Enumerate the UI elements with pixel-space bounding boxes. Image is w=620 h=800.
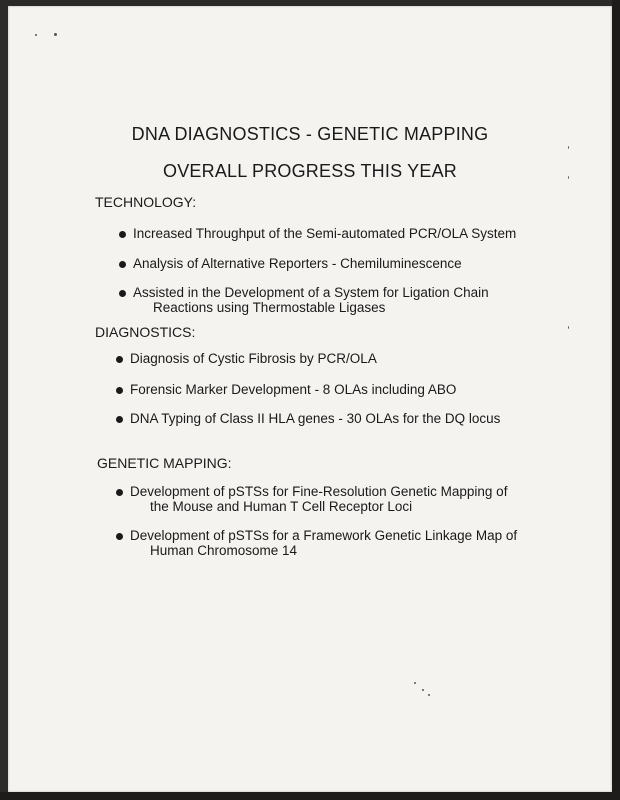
list-item [130, 484, 507, 514]
section-heading-diagnostics: DIAGNOSTICS: [95, 324, 196, 340]
bullet-icon [119, 261, 126, 268]
bullet-icon [116, 533, 123, 540]
scan-speck [428, 694, 430, 696]
bullet-icon [119, 290, 126, 297]
list-item [133, 285, 489, 315]
scan-speck [568, 146, 569, 149]
scan-speck [35, 34, 37, 36]
bullet-icon [119, 231, 126, 238]
document-title: DNA DIAGNOSTICS - GENETIC MAPPING [131, 124, 489, 144]
section-heading-genetic-mapping: GENETIC MAPPING: [97, 455, 232, 471]
bullet-icon [116, 387, 123, 394]
list-item-text: Forensic Marker Development - 8 OLAs including ABO [130, 382, 457, 397]
list-item-continuation: the Mouse and Human T Cell Receptor Loci [150, 499, 413, 514]
scan-speck [568, 176, 569, 179]
scan-border-right [612, 0, 620, 800]
list-item-continuation: Human Chromosome 14 [150, 543, 298, 558]
scan-speck [414, 682, 416, 684]
scan-speck [54, 33, 57, 36]
list-item-text: Development of pSTSs for Fine-Resolution Genetic Mapping of [130, 484, 508, 499]
list-item [130, 382, 456, 397]
list-item-text: DNA Typing of Class II HLA genes - 30 OLAs for the DQ locus [130, 411, 501, 426]
list-item [130, 528, 517, 558]
list-item [133, 256, 462, 271]
bullet-icon [116, 416, 123, 423]
list-item-text: Development of pSTSs for a Framework Genetic Linkage Map of [130, 528, 518, 543]
bullet-icon [116, 489, 123, 496]
scan-border-bottom [0, 792, 620, 800]
list-item-continuation: Reactions using Thermostable Ligases [153, 300, 386, 315]
list-item [130, 411, 500, 426]
list-item [133, 226, 516, 241]
list-item-text: Increased Throughput of the Semi-automated PCR/OLA System [133, 226, 517, 241]
list-item-text: Assisted in the Development of a System for Ligation Chain [133, 285, 489, 300]
list-item-text: Analysis of Alternative Reporters - Chemiluminescence [133, 256, 462, 271]
section-heading-technology: TECHNOLOGY: [95, 194, 197, 210]
bullet-icon [116, 356, 123, 363]
scan-speck [422, 689, 424, 691]
document-page [8, 6, 612, 792]
list-item-text: Diagnosis of Cystic Fibrosis by PCR/OLA [130, 351, 377, 366]
list-item [130, 351, 377, 366]
document-subtitle: OVERALL PROGRESS THIS YEAR [163, 161, 457, 181]
scan-speck [568, 326, 569, 329]
